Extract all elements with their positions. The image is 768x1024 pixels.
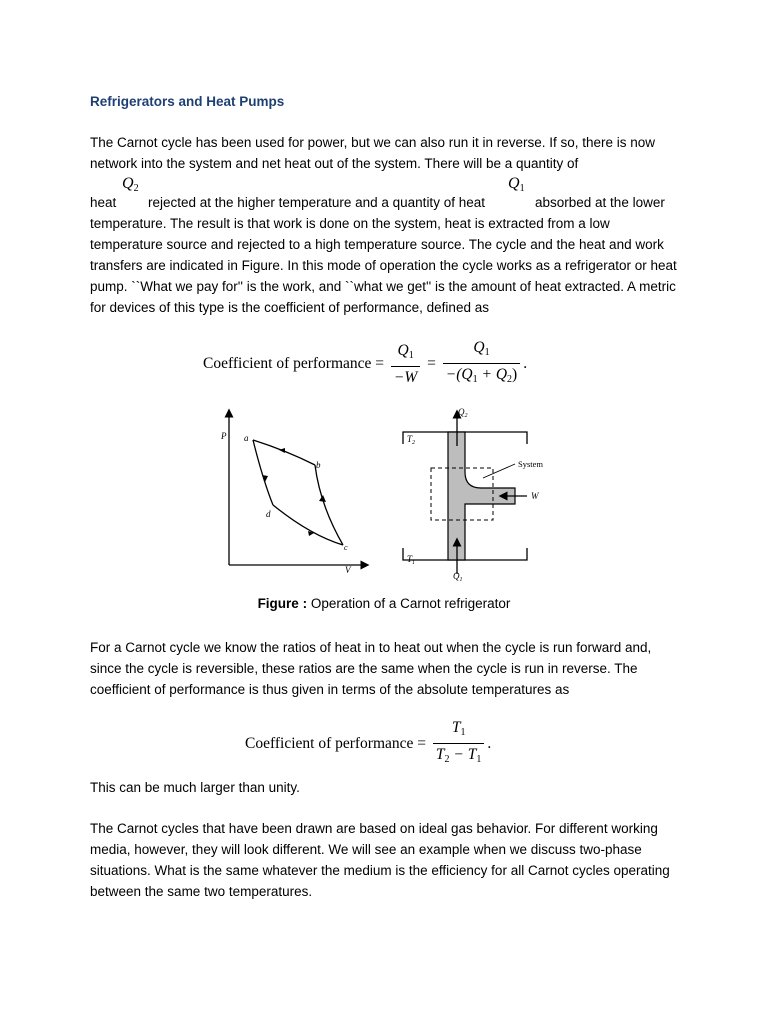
unity-sentence: This can be much larger than unity. [90, 780, 300, 795]
q2-symbol: $Q_2$ [122, 175, 139, 194]
point-d-label: d [266, 509, 271, 519]
point-b-label: b [316, 460, 321, 470]
t2-label: $T_2$ [407, 434, 416, 446]
point-c-label: c [344, 543, 348, 552]
cop-equation-1: Coefficient of performance = $\frac{Q_1}{-W}$ = $\frac{Q_1}{-(Q_1 + Q_2)}$ . [203, 338, 527, 390]
rejected-text: rejected at the higher temperature and a quantity of heat [148, 195, 485, 210]
intro-line-2: network into the system and net heat out of the system. There will be a quantity of [90, 156, 579, 171]
absorbed-text: absorbed at the lower [535, 195, 665, 210]
q2-label: $Q_2$ [458, 407, 468, 419]
refrigerator-schematic [395, 402, 565, 584]
heat-word: heat [90, 195, 117, 210]
p-axis-label: P [221, 431, 227, 441]
curve-a-to-d [253, 440, 273, 505]
arrow-c-b [319, 495, 326, 502]
point-a-label: a [244, 433, 249, 443]
arrow-a-d [262, 475, 268, 482]
q1-label: $Q_1$ [453, 571, 463, 583]
intro-line-1: The Carnot cycle has been used for power, but we can also run it in reverse. If so, there is now [90, 135, 656, 150]
section-heading: Refrigerators and Heat Pumps [90, 94, 285, 109]
t1-label: $T_1$ [407, 554, 416, 566]
pv-diagram [215, 405, 375, 585]
ideal-gas-paragraph: The Carnot cycles that have been drawn are based on ideal gas behavior. For different working media, however, they will look different. We will see an example when we discuss two-phase situations. What is the same whatever the medium is the efficiency for all Carnot cycles operating between the same two temperatures. [90, 821, 670, 899]
curve-c-to-b [315, 465, 343, 545]
carnot-ratio-paragraph: For a Carnot cycle we know the ratios of heat in to heat out when the cycle is run forward and, since the cycle is reversible, these ratios are the same when the cycle is run in reverse. The coefficient of performance is thus given in terms of the absolute temperatures as [90, 640, 652, 697]
w-label: W [531, 491, 539, 501]
cop-equation-2: Coefficient of performance = $\frac{T_1}{T_2 - T_1}$ . [245, 718, 491, 770]
figure-caption: Figure : Operation of a Carnot refrigerator [257, 596, 511, 611]
intro-rest: temperature. The result is that work is done on the system, heat is extracted from a low temperature source and rejected to a high temperature source. The cycle and the heat and work transfers are indicated in Figure. In this mode of operation the cycle works as a refrigerator or heat pump. ``What we pay for'' is the work, and ``what we get'' is the amount of heat extracted. A metric for devices of this type is the coefficient of performance, defined as [90, 216, 677, 315]
q1-symbol: $Q_1$ [508, 175, 525, 194]
v-axis-label: V [345, 565, 351, 575]
system-label: System [518, 459, 544, 469]
system-pointer [483, 464, 515, 478]
